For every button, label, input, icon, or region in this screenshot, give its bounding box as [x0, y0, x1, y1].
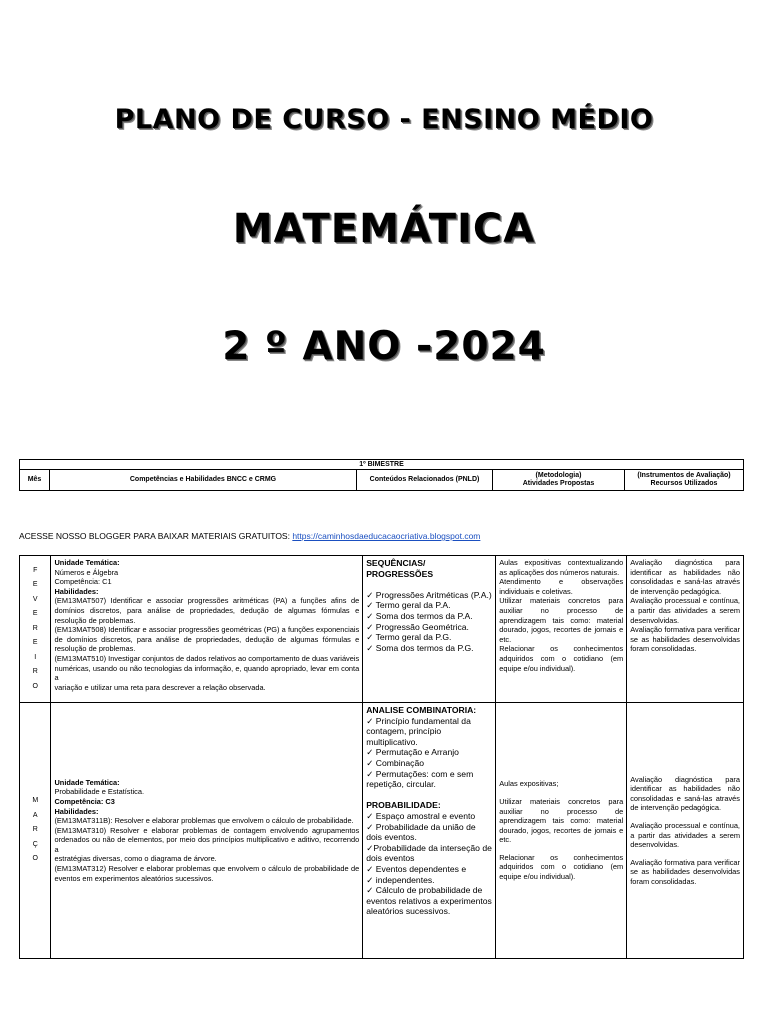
conteudo-item: ✓ Probabilidade da união de dois eventos. — [366, 821, 476, 843]
competencia-line: estratégias diversas, como o diagrama de árvore. — [54, 854, 217, 864]
conteudo-item — [366, 579, 492, 590]
header-table — [19, 459, 744, 491]
atividade-item: Aulas expositivas; — [499, 779, 559, 789]
conteudos-cell — [363, 556, 496, 703]
competencias-cell — [51, 703, 363, 959]
spacer — [630, 813, 740, 821]
conteudo-item: PROBABILIDADE: — [366, 800, 441, 811]
conteudo-item: ✓ independentes. — [366, 874, 435, 885]
recurso-item: Avaliação processual e contínua, a partir das atividades a serem desenvolvidas. — [630, 820, 740, 850]
competencias-cell — [51, 556, 363, 703]
conteudo-item: ✓ Soma dos termos da P.G. — [366, 642, 474, 653]
competencia-line: Números e Álgebra — [54, 567, 119, 577]
subject-title: MATEMÁTICA — [232, 206, 536, 252]
col-conteudos: Conteúdos Relacionados (PNLD) — [357, 470, 493, 491]
month-letter: I — [34, 653, 37, 661]
competencia-line: Unidade Temática: — [54, 777, 120, 787]
col-competencias: Competências e Habilidades BNCC e CRMG — [50, 470, 357, 491]
conteudo-item — [366, 790, 492, 801]
month-letter: A — [32, 811, 38, 819]
competencia-line: (EM13MAT510) Investigar conjuntos de dados relativos ao comportamento de duas variáveis numéricas, usando ou não tecnologias da informação, e, quando apropriado, levar em conta a — [54, 653, 360, 683]
conteudo-item: ✓ Combinação — [366, 757, 425, 768]
month-cell-marco — [20, 703, 51, 959]
month-letter: E — [32, 581, 38, 589]
month-letter: Ç — [32, 840, 38, 848]
col-recursos: (Instrumentos de Avaliação) Recursos Utilizados — [625, 470, 744, 491]
col-month: Mês — [20, 470, 50, 491]
atividade-item: Aulas expositivas contextualizando as aplicações dos números naturais. — [499, 558, 624, 577]
atividade-item: Atendimento e observações individuais e coletivas. — [499, 577, 624, 596]
conteudo-item: ✓ Progressão Geométrica. — [366, 621, 469, 632]
conteudo-item: ANALISE COMBINATORIA: — [366, 705, 477, 715]
recurso-item: Avaliação diagnóstica para identificar as habilidades não consolidadas e saná-las através de intervenção pedagógica. — [630, 558, 740, 596]
recurso-item: Avaliação formativa para verificar se as habilidades desenvolvidas foram consolidadas. — [630, 857, 740, 886]
month-letter: E — [32, 610, 38, 618]
month-letter: O — [32, 682, 38, 690]
recurso-item: Avaliação formativa para verificar se as habilidades desenvolvidas foram consolidadas. — [630, 625, 740, 654]
conteudo-item: ✓ Permutação e Arranjo — [366, 747, 459, 758]
conteudo-item: ✓ Espaço amostral e evento — [366, 810, 476, 821]
month-letter: R — [32, 624, 38, 632]
atividade-item: Utilizar materiais concretos para auxiliar no processo de aprendizagem tais como: material dourado, jogos, recortes de jornais e etc. — [499, 596, 624, 644]
competencia-line: Unidade Temática: — [54, 558, 120, 567]
recurso-item: Avaliação processual e contínua, a partir das atividades a serem desenvolvidas. — [630, 596, 740, 625]
course-plan-title: PLANO DE CURSO - ENSINO MÉDIO — [114, 104, 654, 135]
conteudo-item: ✓ Eventos dependentes e — [366, 863, 467, 874]
month-letter: R — [32, 668, 38, 676]
conteudo-item: ✓ Cálculo de probabilidade de eventos relativos a experimentos aleatórios sucessivos. — [366, 885, 492, 917]
competencia-line: variação e utilizar uma reta para descrever a relação observada. — [54, 682, 266, 692]
competencia-line: Competência: C1 — [54, 577, 112, 587]
blog-text: ACESSE NOSSO BLOGGER PARA BAIXAR MATERIAIS GRATUITOS: — [19, 531, 293, 541]
conteudo-item: ✓ Permutações: com e sem repetição, circular. — [366, 768, 474, 790]
atividade-item: Utilizar materiais concretos para auxiliar no processo de aprendizagem tais como: material dourado, jogos, recortes de jornais e etc. — [499, 796, 624, 845]
competencia-line: (EM13MAT507) Identificar e associar progressões aritméticas (PA) a funções afins de domínios discretos, para análise de propriedades, dedução de algumas fórmulas e resolução de problemas. — [54, 596, 360, 625]
blog-link[interactable]: https://caminhosdaeducacaocriativa.blogspot.com — [292, 531, 481, 541]
bimester-label: 1º BIMESTRE — [20, 460, 744, 470]
competencia-line: (EM13MAT310) Resolver e elaborar problemas de contagem envolvendo agrupamentos ordenados ou não de elementos, por meio dos princípios multiplicativo e aditivo, recorrendo a — [54, 825, 360, 854]
atividade-item: Relacionar os conhecimentos adquiridos com o cotidiano (em equipe e/ou individual). — [499, 644, 624, 673]
atividade-item: Relacionar os conhecimentos adquiridos com o cotidiano (em equipe e/ou individual). — [499, 852, 624, 882]
table-row — [20, 703, 744, 959]
spacer — [630, 850, 740, 858]
conteudo-item: ✓ Soma dos termos da P.A. — [366, 610, 473, 621]
conteudo-item: ✓ Progressões Aritméticas (P.A.) — [366, 589, 492, 600]
competencia-line: (EM13MAT508) Identificar e associar progressões geométricas (PG) a funções exponenciais de domínios discretos, para análise de propriedades, dedução de algumas fórmulas e resolução de problemas. — [54, 625, 360, 654]
competencia-line: Habilidades: — [54, 586, 99, 596]
recurso-item: Avaliação diagnóstica para identificar as habilidades não consolidadas e saná-las através de intervenção pedagógica. — [630, 774, 740, 813]
recursos-cell — [627, 703, 744, 959]
competencia-line: Competência: C3 — [54, 796, 115, 806]
atividades-cell — [496, 703, 627, 959]
competencia-line: (EM13MAT311B): Resolver e elaborar problemas que envolvem o cálculo de probabilidade. — [54, 816, 354, 826]
atividades-cell — [496, 556, 627, 703]
month-letter: O — [32, 855, 38, 863]
competencia-line: Habilidades: — [54, 806, 99, 816]
recursos-cell — [627, 556, 744, 703]
col-atividades: (Metodologia) Atividades Propostas — [493, 470, 625, 491]
month-letter: F — [33, 566, 38, 574]
conteudo-item: ✓ Termo geral da P.A. — [366, 600, 451, 611]
plan-table — [19, 555, 744, 959]
conteudo-item: ✓Probabilidade da interseção de dois eventos — [366, 842, 492, 864]
month-cell-fevereiro — [20, 556, 51, 703]
month-letter: R — [32, 826, 38, 834]
month-letter: V — [32, 595, 38, 603]
competencia-line: (EM13MAT312) Resolver e elaborar problemas que envolvem o cálculo de probabilidade de eventos em experimentos aleatórios sucessivos. — [54, 864, 360, 883]
competencia-line: Probabilidade e Estatística. — [54, 787, 145, 797]
table-row — [20, 556, 744, 703]
year-title: 2 º ANO -2024 — [222, 324, 546, 369]
conteudo-item: ✓ Termo geral da P.G. — [366, 632, 452, 643]
spacer — [499, 845, 623, 853]
conteudo-item: ✓ Princípio fundamental da contagem, princípio multiplicativo. — [366, 715, 471, 747]
month-letter: M — [32, 797, 39, 805]
conteudo-item: SEQUÊNCIAS/ PROGRESSÕES — [366, 558, 434, 579]
spacer — [499, 789, 623, 797]
month-letter: E — [32, 639, 38, 647]
conteudos-cell — [363, 703, 496, 959]
blog-notice — [19, 531, 480, 541]
